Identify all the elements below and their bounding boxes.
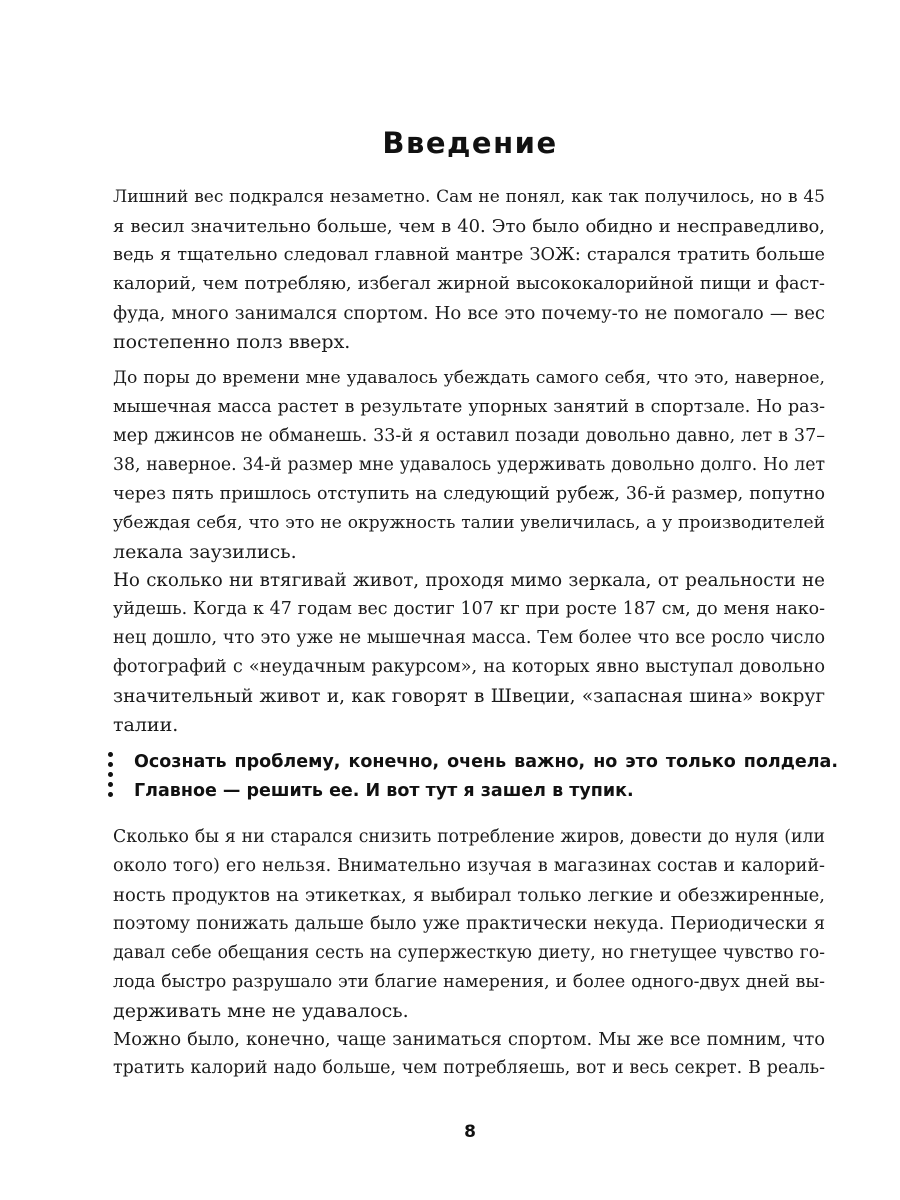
text-line: Можно было, конечно, чаще заниматься спортом. Мы же все помним, что [113, 1029, 825, 1050]
text-line: Но сколько ни втягивай живот, проходя мимо зеркала, от реальности не [113, 570, 825, 591]
callout-quote [108, 748, 838, 808]
text-line: значительный живот и, как говорят в Швеции, «запасная шина» вокруг [113, 686, 825, 707]
text-line: лекала заузились. [113, 541, 297, 563]
text-line: около того) его нельзя. Внимательно изучая в магазинах состав и калорий- [113, 856, 825, 876]
text-line: нец дошло, что это уже не мышечная масса. Тем более что все росло число [113, 628, 825, 648]
text-line: 38, наверное. 34-й размер мне удавалось удерживать довольно долго. Но лет [113, 455, 825, 475]
text-line: мер джинсов не обманешь. 33-й я оставил позади довольно давно, лет в 37– [113, 426, 825, 446]
paragraph [113, 823, 825, 1026]
text-line: До поры до времени мне удавалось убеждать самого себя, что это, наверное, [113, 368, 825, 388]
text-line: ность продуктов на этикетках, я выбирал только легкие и обезжиренные, [113, 885, 825, 906]
paragraph [113, 364, 825, 567]
text-line: тратить калорий надо больше, чем потребляешь, вот и весь секрет. В реаль- [113, 1058, 825, 1078]
text-line: фуда, много занимался спортом. Но все это почему-то не помогало — вес [113, 303, 825, 324]
text-line: фотографий с «неудачным ракурсом», на которых явно выступал довольно [113, 657, 825, 677]
callout-line: Главное — решить ее. И вот тут я зашел в тупик. [134, 781, 634, 801]
text-line: Сколько бы я ни старался снизить потребление жиров, довести до нуля (или [113, 827, 825, 847]
chapter-title: Введение [382, 126, 558, 160]
callout-line: Осознать проблему, конечно, очень важно, но это только полдела. [134, 752, 838, 772]
text-line: поэтому понижать дальше было уже практически некуда. Периодически я [113, 914, 825, 934]
paragraph [113, 183, 825, 357]
text-line: талии. [113, 714, 179, 736]
dotted-rule-icon [108, 752, 114, 806]
text-line: мышечная масса растет в результате упорных занятий в спортзале. Но раз- [113, 397, 825, 417]
page-number: 8 [464, 1122, 476, 1142]
text-line: давал себе обещания сесть на супержесткую диету, но гнетущее чувство го- [113, 943, 825, 963]
text-line: убеждая себя, что это не окружность талии увеличилась, а у производителей [113, 513, 825, 533]
text-line: Лишний вес подкрался незаметно. Сам не понял, как так получилось, но в 45 [113, 187, 825, 207]
paragraph [113, 566, 825, 740]
text-line: уйдешь. Когда к 47 годам вес достиг 107 кг при росте 187 см, до меня нако- [113, 599, 825, 619]
text-line: через пять пришлось отступить на следующий рубеж, 36-й размер, попутно [113, 484, 825, 504]
text-line: ведь я тщательно следовал главной мантре ЗОЖ: старался тратить больше [113, 245, 825, 265]
text-line: постепенно полз вверх. [113, 331, 351, 353]
text-line: я весил значительно больше, чем в 40. Это было обидно и несправедливо, [113, 216, 825, 237]
text-line: держивать мне не удавалось. [113, 1000, 409, 1022]
callout-text [134, 748, 838, 806]
text-line: калорий, чем потребляю, избегал жирной высококалорийной пищи и фаст- [113, 274, 825, 294]
paragraph [113, 1025, 825, 1083]
text-line: лода быстро разрушало эти благие намерения, и более одного-двух дней вы- [113, 972, 825, 992]
